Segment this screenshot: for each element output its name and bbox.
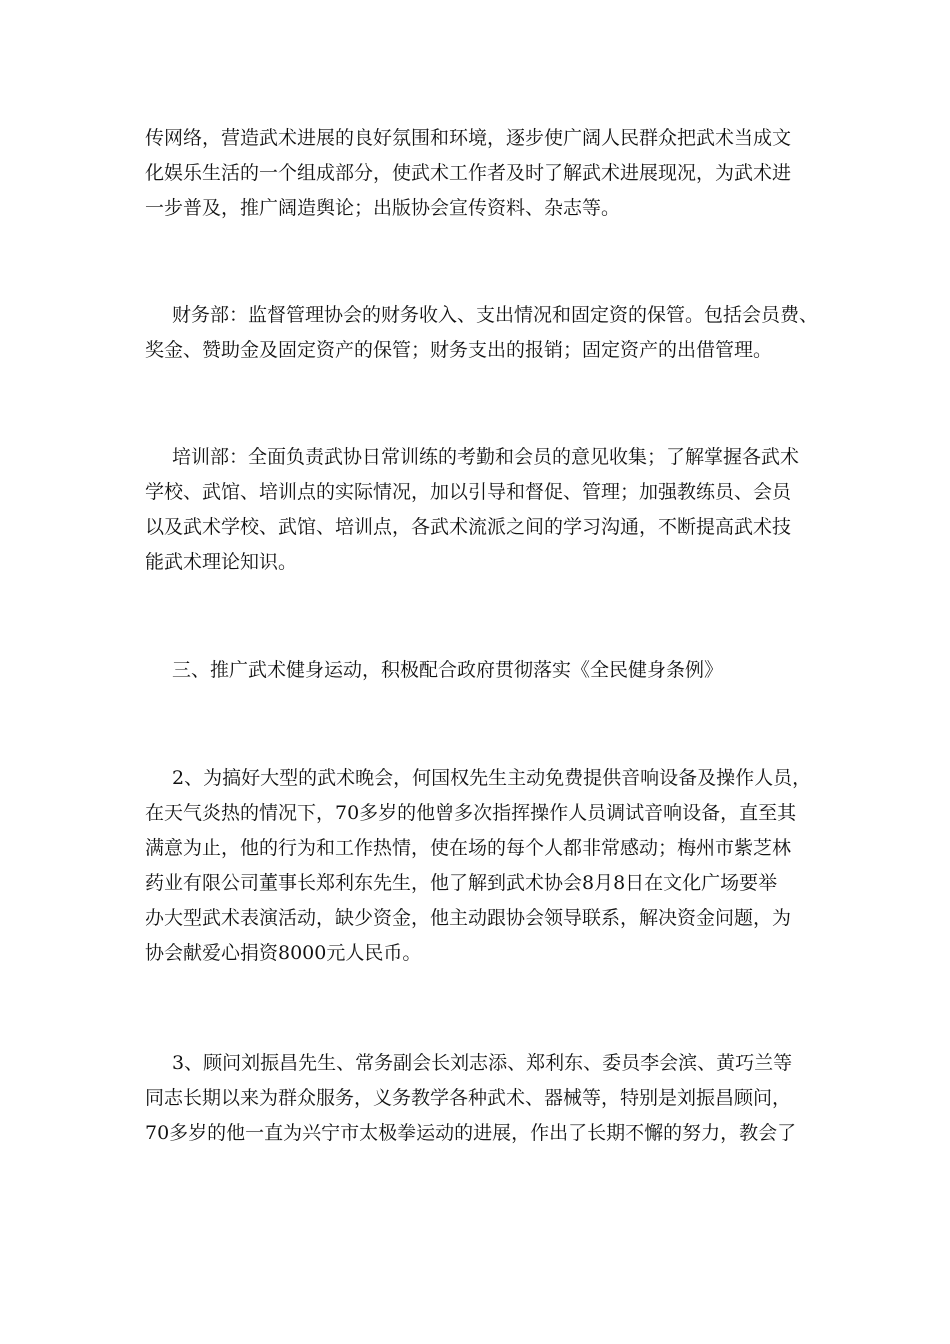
text-line: 以及武术学校、武馆、培训点，各武术流派之间的学习沟通，不断提高武术技: [145, 516, 792, 538]
text-line: 药业有限公司董事长郑利东先生，他了解到武术协会8月8日在文化广场要举: [145, 872, 778, 894]
text-line: 传网络，营造武术进展的良好氛围和环境，逐步使广阔人民群众把武术当成文: [145, 127, 792, 149]
text-line: 同志长期以来为群众服务，义务教学各种武术、器械等，特别是刘振昌顾问，: [145, 1087, 792, 1109]
text-line: 能武术理论知识。: [145, 551, 298, 573]
text-line: 奖金、赞助金及固定资产的保管；财务支出的报销；固定资产的出借管理。: [145, 339, 773, 361]
section-heading: 三、推广武术健身运动，积极配合政府贯彻落实《全民健身条例》: [172, 659, 724, 681]
text-line: 70多岁的他一直为兴宁市太极拳运动的进展，作出了长期不懈的努力，教会了: [145, 1122, 797, 1144]
text-line: 化娱乐生活的一个组成部分，使武术工作者及时了解武术进展现况，为武术进: [145, 162, 792, 184]
text-line: 学校、武馆、培训点的实际情况，加以引导和督促、管理；加强教练员、会员: [145, 481, 792, 503]
text-line: 2、为搞好大型的武术晚会，何国权先生主动免费提供音响设备及操作人员，: [172, 767, 812, 789]
text-line: 一步普及，推广阔造舆论；出版协会宣传资料、杂志等。: [145, 197, 621, 219]
text-line: 满意为止，他的行为和工作热情，使在场的每个人都非常感动；梅州市紫芝林: [145, 837, 792, 859]
text-line: 培训部：全面负责武协日常训练的考勤和会员的意见收集；了解掌握各武术: [172, 446, 800, 468]
text-line: 协会献爱心捐资8000元人民币。: [145, 942, 422, 964]
text-line: 财务部：监督管理协会的财务收入、支出情况和固定资的保管。包括会员费、: [172, 304, 819, 326]
text-line: 3、顾问刘振昌先生、常务副会长刘志添、郑利东、委员李会滨、黄巧兰等: [172, 1052, 793, 1074]
text-line: 在天气炎热的情况下，70多岁的他曾多次指挥操作人员调试音响设备，直至其: [145, 802, 797, 824]
text-line: 办大型武术表演活动，缺少资金，他主动跟协会领导联系，解决资金问题，为: [145, 907, 792, 929]
